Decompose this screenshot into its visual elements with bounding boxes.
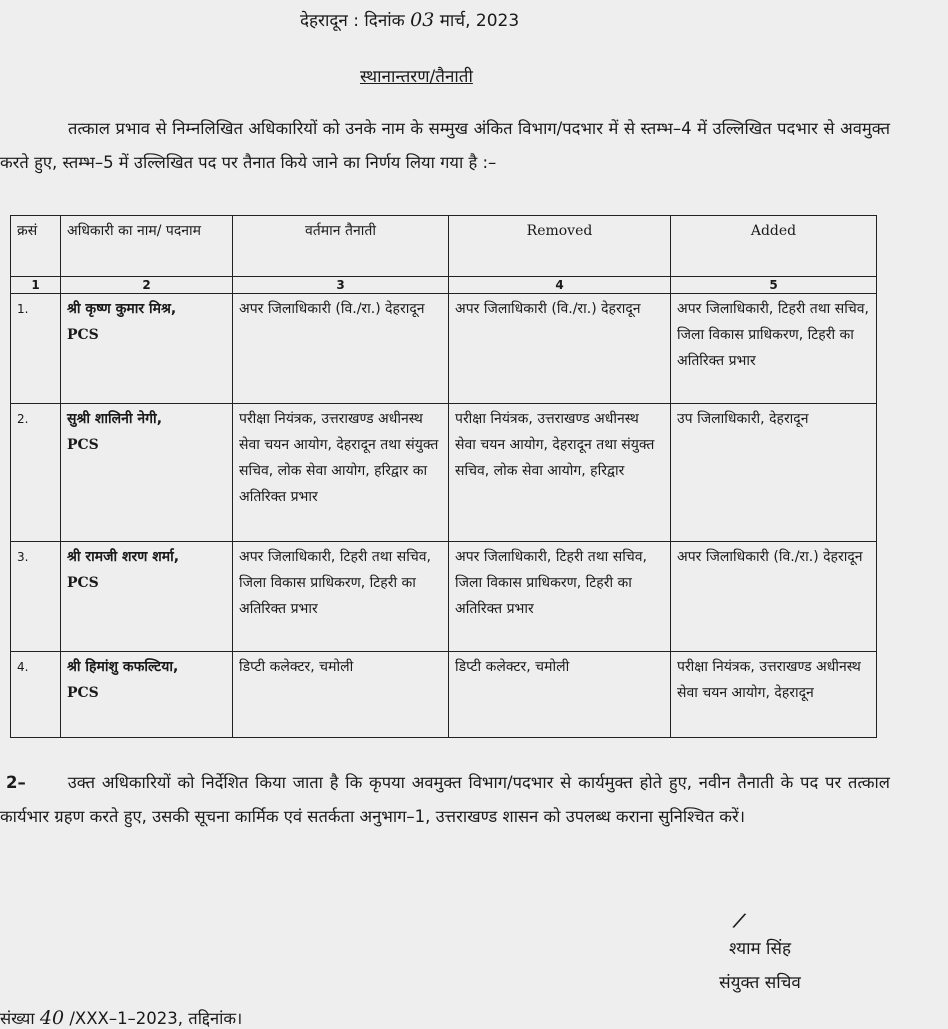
column-number: 5 <box>671 277 877 294</box>
reference-prefix: संख्या <box>0 1009 35 1028</box>
date-rest: मार्च, 2023 <box>439 11 520 31</box>
row-current: अपर जिलाधिकारी (वि./रा.) देहरादून <box>233 294 449 404</box>
column-number: 4 <box>449 277 671 294</box>
row-current: अपर जिलाधिकारी, टिहरी तथा सचिव, जिला विकास प्राधिकरण, टिहरी का अतिरिक्त प्रभार <box>233 542 449 652</box>
signatory-name: श्याम सिंह <box>729 939 791 959</box>
header-current: वर्तमान तैनाती <box>233 216 449 277</box>
table-row <box>11 294 877 404</box>
officer-name: श्री कृष्ण कुमार मिश्र, <box>67 301 177 317</box>
paragraph-number: 2– <box>6 773 26 792</box>
paragraph-2-text: उक्त अधिकारियों को निर्देशित किया जाता है कि कृपया अवमुक्त विभाग/पदभार से कार्यमुक्त होते हुए, नवीन तैनाती के पद पर तत्काल कार्यभार ग्रहण करते हुए, उसकी सूचना कार्मिक एवं सतर्कता अनुभाग–1, उत्तराखण्ड शासन को उपलब्ध कराना सुनिश्चित करें। <box>0 773 890 826</box>
signatory-designation: संयुक्त सचिव <box>719 973 801 993</box>
officer-name: सुश्री शालिनी नेगी, <box>67 411 163 427</box>
signature-mark: / <box>733 907 746 933</box>
date-day: 03 <box>410 9 435 31</box>
column-number: 3 <box>233 277 449 294</box>
header-sn: क्रसं <box>11 216 61 277</box>
column-number: 1 <box>11 277 61 294</box>
officer-service: PCS <box>67 327 99 343</box>
row-added: अपर जिलाधिकारी, टिहरी तथा सचिव, जिला विकास प्राधिकरण, टिहरी का अतिरिक्त प्रभार <box>671 294 877 404</box>
row-sn: 1. <box>11 294 61 404</box>
date-line <box>300 8 519 31</box>
place-date-prefix: देहरादून : दिनांक <box>300 11 405 31</box>
row-officer <box>61 294 233 404</box>
row-removed: डिप्टी कलेक्टर, चमोली <box>449 652 671 738</box>
officer-name: श्री रामजी शरण शर्मा, <box>67 549 180 565</box>
header-name: अधिकारी का नाम/ पदनाम <box>61 216 233 277</box>
row-sn: 2. <box>11 404 61 542</box>
column-number: 2 <box>61 277 233 294</box>
row-added: उप जिलाधिकारी, देहरादून <box>671 404 877 542</box>
row-current: परीक्षा नियंत्रक, उत्तराखण्ड अधीनस्थ सेवा चयन आयोग, देहरादून तथा संयुक्त सचिव, लोक सेवा आयोग, हरिद्वार का अतिरिक्त प्रभार <box>233 404 449 542</box>
officer-service: PCS <box>67 437 99 453</box>
row-sn: 3. <box>11 542 61 652</box>
row-removed: परीक्षा नियंत्रक, उत्तराखण्ड अधीनस्थ सेवा चयन आयोग, देहरादून तथा संयुक्त सचिव, लोक सेवा आयोग, हरिद्वार <box>449 404 671 542</box>
header-removed: Removed <box>449 216 671 277</box>
row-sn: 4. <box>11 652 61 738</box>
table-row <box>11 404 877 542</box>
row-officer <box>61 542 233 652</box>
reference-number: 40 <box>39 1007 65 1029</box>
row-removed: अपर जिलाधिकारी (वि./रा.) देहरादून <box>449 294 671 404</box>
column-number-row <box>11 277 877 294</box>
row-officer <box>61 404 233 542</box>
posting-table <box>10 215 877 738</box>
row-current: डिप्टी कलेक्टर, चमोली <box>233 652 449 738</box>
subject-heading: स्थानान्तरण/तैनाती <box>360 67 473 87</box>
row-added: अपर जिलाधिकारी (वि./रा.) देहरादून <box>671 542 877 652</box>
intro-paragraph: तत्काल प्रभाव से निम्नलिखित अधिकारियों को उनके नाम के सम्मुख अंकित विभाग/पदभार में से स्तम्भ–4 में उल्लिखित पदभार से अवमुक्त करते हुए, स्तम्भ–5 में उल्लिखित पद पर तैनात किये जाने का निर्णय लिया गया है :– <box>0 119 890 172</box>
row-officer <box>61 652 233 738</box>
officer-service: PCS <box>67 685 99 701</box>
table-header-row <box>11 216 877 277</box>
officer-name: श्री हिमांशु कफल्टिया, <box>67 659 179 675</box>
reference-suffix: /XXX–1–2023, तद्दिनांक। <box>69 1009 243 1028</box>
row-removed: अपर जिलाधिकारी, टिहरी तथा सचिव, जिला विकास प्राधिकरण, टिहरी का अतिरिक्त प्रभार <box>449 542 671 652</box>
row-added: परीक्षा नियंत्रक, उत्तराखण्ड अधीनस्थ सेवा चयन आयोग, देहरादून <box>671 652 877 738</box>
reference-line <box>0 1006 242 1029</box>
header-added: Added <box>671 216 877 277</box>
officer-service: PCS <box>67 575 99 591</box>
table-row <box>11 652 877 738</box>
paragraph-2 <box>0 766 890 834</box>
table-row <box>11 542 877 652</box>
